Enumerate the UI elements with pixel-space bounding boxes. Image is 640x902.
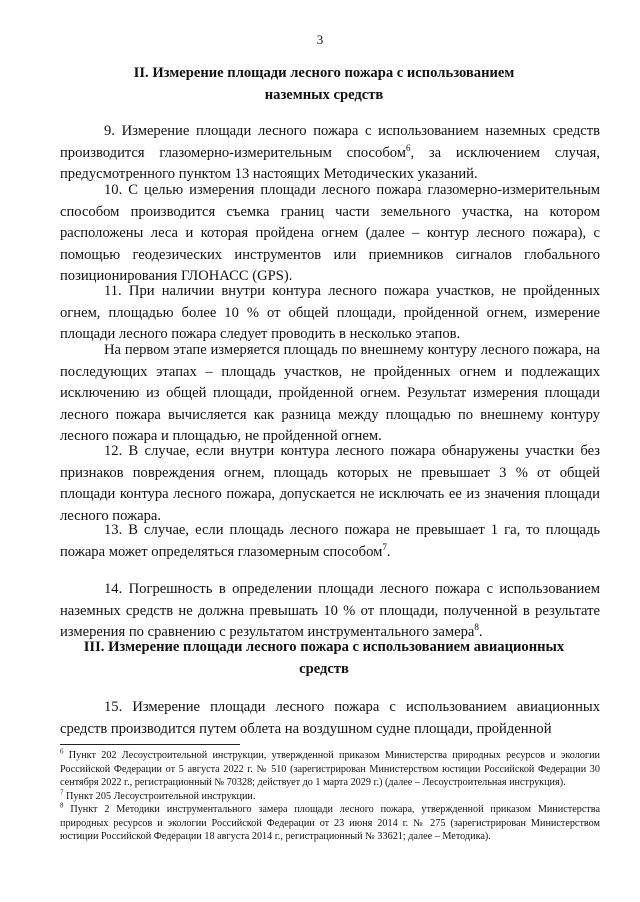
paragraph-13-text-end: . <box>386 543 391 560</box>
footnote-number: 7 <box>60 788 64 797</box>
paragraph-12: 12. В случае, если внутри контура лесного пожара обнаружены участки без признаков повреждения огнем, площадь которых не превышает 3 % от общей площади контура лесного пожара, допускается не исключать ее из значения площади лесного пожара. <box>60 443 600 524</box>
footnote-6 <box>60 749 600 790</box>
footnote-text: Пункт 2 Методики инструментального замера площади лесного пожара, утвержденной приказом Министерства природных ресурсов и экологии Российской Федерации от 23 июня 2014 г. № 275 (зарегистрирован Министерством юстиции Российской Федерации 18 августа 2014 г., регистрационный № 33621; далее – Методика). <box>60 804 601 842</box>
paragraph-14-text: 14. Погрешность в определении площади лесного пожара с использованием наземных средств не должна превышать 10 % от площади, полученной в результате измерения по сравнению с результатом инструментального замера <box>60 581 600 641</box>
footnote-ref-8: 8 <box>474 622 479 633</box>
page-number: 3 <box>316 32 324 47</box>
footnote-ref-7: 7 <box>382 541 387 552</box>
paragraph-15: 15. Измерение площади лесного пожара с использованием авиационных средств производится путем облета на воздушном судне площади, пройденной <box>60 699 600 737</box>
paragraph-11: 11. При наличии внутри контура лесного пожара участков, не пройденных огнем, площадью более 10 % от общей площади, пройденной огнем, измерение площади лесного пожара следует проводить в несколько этапов. <box>60 283 600 343</box>
paragraph-11-continued: На первом этапе измеряется площадь по внешнему контуру лесного пожара, на последующих этапах – площадь участков, не пройденных огнем и подлежащих исключению из общей площади, пройденной огнем. Результат измерения площади лесного пожара вычисляется как разница между площадью по внешнему контуру лесного пожара и площадью, не пройденной огнем. <box>60 342 600 445</box>
footnote-ref-6: 6 <box>406 142 411 153</box>
paragraph-14-text-end: . <box>478 624 483 641</box>
section-2-heading-line1: II. Измерение площади лесного пожара с использованием <box>133 65 515 81</box>
paragraph-13 <box>60 520 600 563</box>
section-3-heading-line1: III. Измерение площади лесного пожара с использованием авиационных <box>83 639 565 655</box>
paragraph-9-text: 9. Измерение площади лесного пожара с использованием наземных средств производится глазомерно-измерительным способом <box>60 123 600 161</box>
footnote-number: 6 <box>60 747 64 756</box>
section-3-heading-line2: средств <box>299 661 349 677</box>
footnote-text: Пункт 205 Лесоустроительной инструкции. <box>66 790 256 802</box>
footnote-7 <box>60 790 600 804</box>
footnote-text: Пункт 202 Лесоустроительной инструкции, утвержденной приказом Министерства природных ресурсов и экологии Российской Федерации от 5 августа 2022 г. № 510 (зарегистрирован Министерством юстиции Российской Федерации 30 сентября 2022 г., регистрационный № 70328; действует до 1 марта 2029 г.) (далее – Лесоустроительная инструкция). <box>60 750 600 788</box>
paragraph-10: 10. С целью измерения площади лесного пожара глазомерно-измерительным способом производится съемка границ части земельного участка, на котором расположены леса и которая пройдена огнем (далее – контур лесного пожара), с помощью геодезических инструментов или приемников сигналов глобального позиционирования ГЛОНАСС (GPS). <box>60 182 600 285</box>
paragraph-13-text: 13. В случае, если площадь лесного пожара не превышает 1 га, то площадь пожара может определяться глазомерным способом <box>60 522 600 560</box>
footnote-8 <box>60 803 600 844</box>
section-2-heading <box>60 62 588 106</box>
footnote-divider <box>60 744 240 745</box>
paragraph-9-text-end: , за исключением случая, предусмотренного пунктом 13 настоящих Методических указаний. <box>60 144 600 183</box>
section-2-heading-line2: наземных средств <box>264 87 384 103</box>
paragraph-9 <box>60 121 600 186</box>
paragraph-14 <box>60 579 600 644</box>
section-3-heading <box>60 636 588 680</box>
footnote-number: 8 <box>60 801 64 810</box>
footnotes <box>60 749 600 844</box>
